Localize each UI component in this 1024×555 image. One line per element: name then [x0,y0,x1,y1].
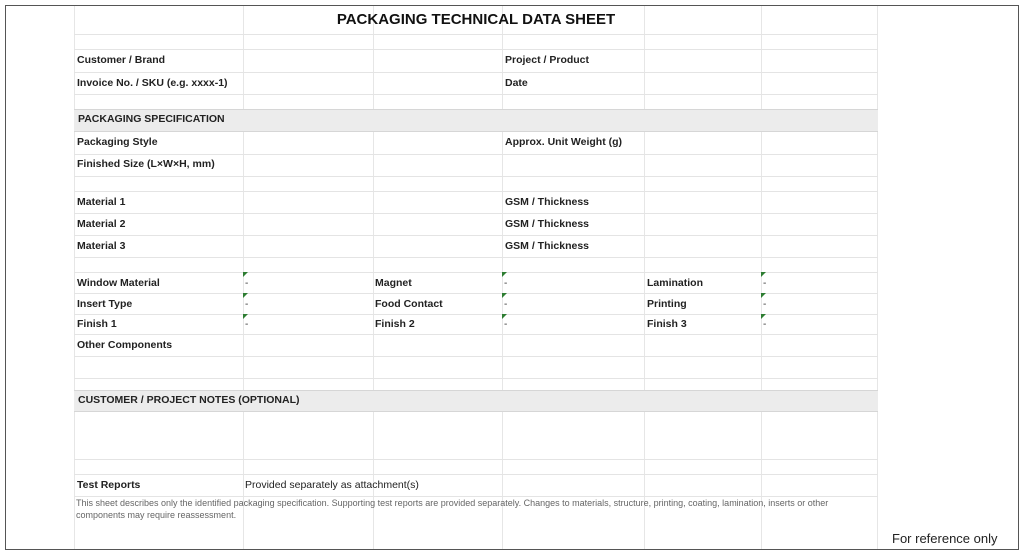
data-sheet [74,6,878,549]
material-3-label: Material 3 [77,240,126,252]
other-components-label: Other Components [77,339,173,351]
grid-row-line [74,257,878,258]
comment-marker [243,293,248,298]
date-label: Date [505,77,528,89]
grid-row-line [74,213,878,214]
grid-row-line [74,191,878,192]
finish-3-value: - [763,319,767,330]
test-reports-label: Test Reports [77,479,141,491]
packaging-specification-heading: PACKAGING SPECIFICATION [78,113,225,125]
window-material-value: - [245,278,249,289]
printing-label: Printing [647,298,687,310]
lamination-value: - [763,278,767,289]
finish-3-label: Finish 3 [647,318,687,330]
grid-column-line [74,6,75,549]
invoice-sku-label: Invoice No. / SKU (e.g. xxxx-1) [77,77,228,89]
grid-row-line [74,176,878,177]
grid-column-line [877,6,878,549]
finish-2-value: - [504,319,508,330]
comment-marker [502,293,507,298]
sheet-title: PACKAGING TECHNICAL DATA SHEET [336,11,616,28]
comment-marker [761,272,766,277]
lamination-label: Lamination [647,277,704,289]
magnet-label: Magnet [375,277,412,289]
customer-brand-label: Customer / Brand [77,54,166,66]
printing-value: - [763,299,767,310]
grid-row-line [74,474,878,475]
comment-marker [761,293,766,298]
material-2-label: Material 2 [77,218,126,230]
grid-column-line [502,6,503,549]
grid-row-line [74,154,878,155]
finish-1-label: Finish 1 [77,318,117,330]
finish-1-value: - [245,319,249,330]
grid-column-line [761,6,762,549]
grid-row-line [74,272,878,273]
grid-row-line [74,293,878,294]
grid-row-line [74,72,878,73]
insert-type-label: Insert Type [77,298,133,310]
magnet-value: - [504,278,508,289]
gsm-thickness-3-label: GSM / Thickness [505,240,590,252]
grid-row-line [74,314,878,315]
disclaimer-text: This sheet describes only the identified packaging specification. Supporting test reports are provided separately. Changes to materials, structure, printing, coating, lamination, inserts or other components may require reassessment. [76,498,829,520]
packaging-specification-header [74,109,878,132]
grid-column-line [373,6,374,549]
customer-notes-heading: CUSTOMER / PROJECT NOTES (OPTIONAL) [78,394,300,406]
gsm-thickness-1-label: GSM / Thickness [505,196,590,208]
grid-row-line [74,49,878,50]
grid-row-line [74,94,878,95]
gsm-thickness-2-label: GSM / Thickness [505,218,590,230]
insert-type-value: - [245,299,249,310]
window-material-label: Window Material [77,277,160,289]
grid-row-line [74,378,878,379]
customer-notes-header [74,390,878,412]
project-product-label: Project / Product [505,54,590,66]
comment-marker [502,272,507,277]
grid-column-line [644,6,645,549]
finished-size-label: Finished Size (L×W×H, mm) [77,158,215,170]
grid-row-line [74,34,878,35]
grid-row-line [74,459,878,460]
food-contact-value: - [504,299,508,310]
grid-column-line [243,6,244,549]
finish-2-label: Finish 2 [375,318,415,330]
food-contact-label: Food Contact [375,298,443,310]
grid-row-line [74,235,878,236]
grid-row-line [74,356,878,357]
comment-marker [243,272,248,277]
grid-row-line [74,334,878,335]
unit-weight-label: Approx. Unit Weight (g) [505,136,623,148]
material-1-label: Material 1 [77,196,126,208]
test-reports-value: Provided separately as attachment(s) [245,479,419,491]
reference-note: For reference only [892,531,998,546]
packaging-style-label: Packaging Style [77,136,158,148]
